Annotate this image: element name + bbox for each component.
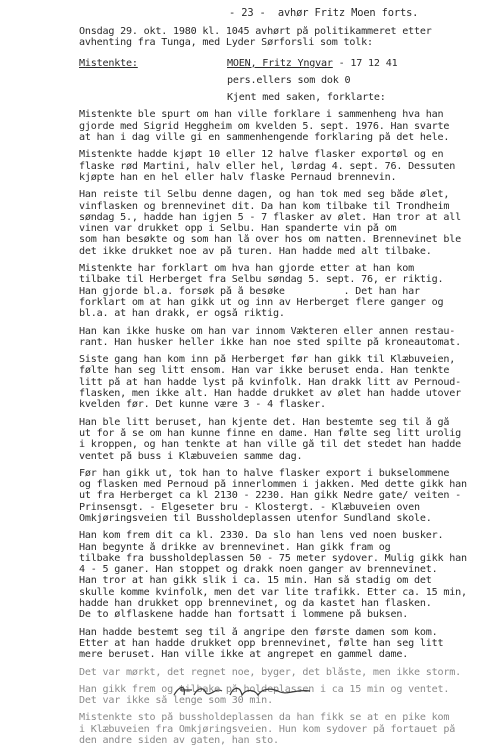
paragraph <box>79 263 490 319</box>
text-line: 4 - 5 ganer. Han stoppet og drakk noen ganger av brennevinet. <box>79 564 438 576</box>
text-line: Han kan ikke huske om han var innom Vækteren eller annen restau- <box>79 325 456 337</box>
text-line: flaske rød Martini, halv eller hel, lørdag 4. sept. 76. Dessuten <box>79 160 456 172</box>
paragraph <box>79 530 490 620</box>
text-line: Han tror at han gikk slik i ca. 15 min. Han så stadig om det <box>79 575 432 587</box>
subject-known: Kjent med saken, forklarte: <box>227 92 386 104</box>
text-line: Han gjorde bl.a. forsøk på å besøke . Det han har <box>79 285 420 297</box>
text-line: vinen var drukket opp i Selbu. Han spanderte vin på om <box>79 223 397 235</box>
text-line: vinflasken og brennevinet dit. Da han kom tilbake til Trondheim <box>79 200 450 212</box>
text-line: det ikke drukket noe av på turen. Han hadde med alt tilbake. <box>79 245 432 257</box>
text-line: Omkjøringsveien til Bussholdeplassen utenfor Sundland skole. <box>79 512 432 524</box>
text-line: Mistenkte har forklart om hva han gjorde etter at han kom <box>79 263 414 275</box>
text-line: Han hadde bestemt seg til å angripe den første damen som kom. <box>79 626 438 638</box>
subject-name: MOEN, Fritz Yngvar <box>227 57 333 69</box>
intro-line: avhenting fra Tunga, med Lyder Sørforsli som tolk: <box>79 37 373 49</box>
text-line: De to ølflaskene hadde han fortsatt i lommene på buksen. <box>79 609 409 621</box>
text-line: tilbake til Herberget fra Selbu søndag 5. sept. 76, er riktig. <box>79 274 444 286</box>
text-line: søndag 5., hadde han igjen 5 - 7 flasker av ølet. Han tror at all <box>79 211 462 223</box>
paragraph <box>79 667 490 678</box>
text-line: mere beruset. Han ville ikke at angrepet en gammel dame. <box>79 649 409 661</box>
paragraph <box>79 326 490 349</box>
text-line: rant. Han husker heller ikke han noe sted spilte på kroneautomat. <box>79 336 462 348</box>
spacer <box>79 49 490 58</box>
text-line: tilbake fra bussholdeplassen 50 - 75 meter sydover. Mulig gikk han <box>79 552 467 564</box>
text-line: hadde han drukket opp brennevinet, og da kastet han flasken. <box>79 598 432 610</box>
text-line: Han reiste til Selbu denne dagen, og han tok med seg både ølet, <box>79 189 450 201</box>
paragraph <box>79 109 490 143</box>
page-header: - 23 - avhør Fritz Moen forts. <box>229 7 419 19</box>
text-line: Mistenkte ble spurt om han ville forklare i sammenheng hva han <box>79 109 444 121</box>
subject-row <box>79 58 490 69</box>
text-line: Han ble litt beruset, han kjente det. Han bestemte seg til å gå <box>79 416 450 428</box>
text-line: skulle komme kvinfolk, men det var lite trafikk. Etter ca. 15 min, <box>79 586 467 598</box>
paragraph <box>79 149 490 183</box>
text-line: gjorde med Sigrid Heggheim om kvelden 5. sept. 1976. Han svarte <box>79 120 450 132</box>
text-line: kjøpte han en hel eller halv flaske Pernaud brennevin. <box>79 171 397 183</box>
text-line: ventet på buss i Klæbuveien samme dag. <box>79 450 303 462</box>
subject-pers-row <box>79 75 490 86</box>
text-line: bl.a. at han drakk, er også riktig. <box>79 308 285 320</box>
text-line: i Klæbuveien fra Omkjøringsveien. Hun kom sydover på fortauet på <box>79 723 456 735</box>
text-line: Mistenkte hadde kjøpt 10 eller 12 halve flasker exportøl og en <box>79 149 444 161</box>
subject-known-row <box>79 92 490 103</box>
paragraph <box>79 712 490 746</box>
text-line: Siste gang han kom inn på Herberget før han gikk til Klæbuveien, <box>79 354 456 366</box>
text-line: Han begynte å drikke av brennevinet. Han gikk fram og <box>79 541 391 553</box>
subject-pers: pers.ellers som dok 0 <box>227 74 351 86</box>
text-line: Det var mørkt, det regnet noe, byger, det blåste, men ikke storm. <box>79 666 462 678</box>
intro-line: Onsdag 29. okt. 1980 kl. 1045 avhørt på politikammeret etter <box>79 26 432 37</box>
text-line: Mistenkte sto på bussholdeplassen da han fikk se at en pike kom <box>79 712 450 724</box>
text-line: Han kom frem dit ca kl. 2330. Da slo han lens ved noen busker. <box>79 530 444 542</box>
paragraph <box>79 468 490 524</box>
text-line: Før han gikk ut, tok han to halve flasker export i bukselommene <box>79 467 450 479</box>
text-line: Etter at han hadde drukket opp brennevinet, følte han seg litt <box>79 637 444 649</box>
paragraph <box>79 627 490 661</box>
text-line: Han gikk frem og tilbake på holdeplassen i ca 15 min og ventet. <box>79 683 450 695</box>
text-line: litt på at han hadde lyst på kvinfolk. Han drakk litt av Pernoud- <box>79 376 462 388</box>
subject-dob: - 17 12 41 <box>332 57 398 69</box>
text-line: den andre siden av gaten, han sto. <box>79 735 279 746</box>
text-line: kvelden før. Det kunne være 3 - 4 flasker. <box>79 399 326 411</box>
spacer <box>79 92 227 103</box>
text-line: ut fra Herberget ca kl 2130 - 2230. Han gikk Nedre gate/ veiten - <box>79 490 462 502</box>
text-line: flasken, men ikke alt. Han hadde drukket av ølet han hadde utover <box>79 388 462 400</box>
text-line: i kroppen, og han tenkte at han ville gå til det stedet han hadde <box>79 439 462 451</box>
text-line: og flasken med Pernoud på innerlommen i jakken. Med dette gikk han <box>79 479 467 491</box>
signature <box>170 683 320 699</box>
text-line: at han i dag ville gi en sammenhengende forklaring på det hele. <box>79 132 450 144</box>
text-line: forklart om at han gikk ut og inn av Herberget flere ganger og <box>79 296 444 308</box>
spacer <box>79 75 227 86</box>
text-line: følte han seg litt ensom. Han var ikke beruset enda. Han tenkte <box>79 365 450 377</box>
statement-body <box>79 103 490 746</box>
text-line: som han besøkte og som han lå over hos om natten. Brennevinet ble <box>79 234 462 246</box>
text-line: ut for å se om han kunne finne en dame. Han følte seg litt urolig <box>79 427 462 439</box>
text-line: Prinsensgt. - Elgeseter bru - Klostergt. - Klæbuveien oven <box>79 501 420 513</box>
text-line: Det var ikke så lenge som 30 min. <box>79 695 273 707</box>
paragraph <box>79 189 490 257</box>
subject-label: Mistenkte: <box>79 57 138 69</box>
paragraph <box>79 417 490 462</box>
paragraph <box>79 354 490 410</box>
